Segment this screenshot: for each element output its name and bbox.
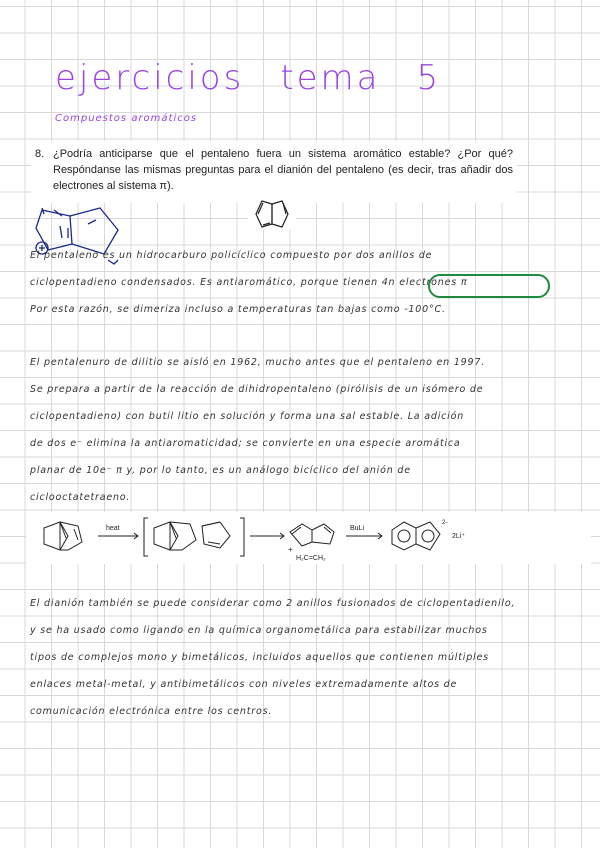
dianion-charge: 2-	[442, 520, 448, 526]
question-number: 8.	[35, 148, 45, 160]
page-subtitle: Compuestos aromáticos	[55, 113, 198, 124]
ethylene-byproduct: H₂C=CH₂	[296, 555, 326, 562]
pentalene-drawing	[248, 198, 296, 230]
question-text: ¿Podría anticiparse que el pentaleno fuera un sistema aromático estable? ¿Por qué? Respóndanse las mismas preguntas para el dianión del pentaleno (es decir, tras añadir dos electrones al sistema π).	[53, 148, 513, 192]
page-title	[55, 58, 475, 106]
paragraph2-line1: El pentalenuro de dilitio se aisló en 1962, mucho antes que el pentaleno en 1997.	[30, 357, 486, 368]
paragraph3-line5: comunicación electrónica entre los centros.	[30, 706, 273, 717]
paragraph1-line2: ciclopentadieno condensados. Es antiaromático, porque tienen 4n electrones π	[30, 277, 468, 288]
paragraph3-line1: El dianión también se puede considerar como 2 anillos fusionados de ciclopentadienilo,	[30, 598, 516, 609]
question-box	[31, 141, 517, 203]
plus-sign: +	[288, 545, 293, 554]
lithium-counterion: 2Li⁺	[452, 533, 466, 540]
pentalene-structure	[248, 198, 296, 230]
title-word-2: tema	[280, 58, 381, 98]
reagent-buli: BuLi	[350, 525, 365, 532]
reagent-heat: heat	[106, 525, 120, 532]
reaction-scheme-drawing	[26, 512, 591, 564]
paragraph3-line4: enlaces metal-metal, y antibimetálicos con niveles extremadamente altos de	[30, 679, 458, 690]
paragraph2-line6: ciclooctatetraeno.	[30, 492, 131, 503]
paragraph1-line3: Por esta razón, se dimeriza incluso a temperaturas tan bajas como -100°C.	[30, 304, 446, 315]
highlight-circle	[428, 274, 550, 298]
paragraph3-line2: y se ha usado como ligando en la química organometálica para estabilizar muchos	[30, 625, 488, 636]
paragraph2-line5: planar de 10e⁻ π y, por lo tanto, es un análogo bicíclico del anión de	[30, 465, 411, 476]
title-word-1: ejercicios	[55, 58, 245, 98]
paragraph2-line2: Se prepara a partir de la reacción de dihidropentaleno (pirólisis de un isómero de	[30, 384, 484, 395]
paragraph2-line3: ciclopentadieno) con butil litio en solución y forma una sal estable. La adición	[30, 411, 465, 422]
paragraph2-line4: de dos e⁻ elimina la antiaromaticidad; se convierte en una especie aromática	[30, 438, 461, 449]
title-word-3: 5	[416, 58, 442, 98]
paragraph1-line1: El pentaleno es un hidrocarburo policíclico compuesto por dos anillos de	[30, 250, 433, 261]
reaction-scheme	[26, 512, 591, 564]
paragraph3-line3: tipos de complejos mono y bimetálicos, incluidos aquellos que contienen múltiples	[30, 652, 489, 663]
